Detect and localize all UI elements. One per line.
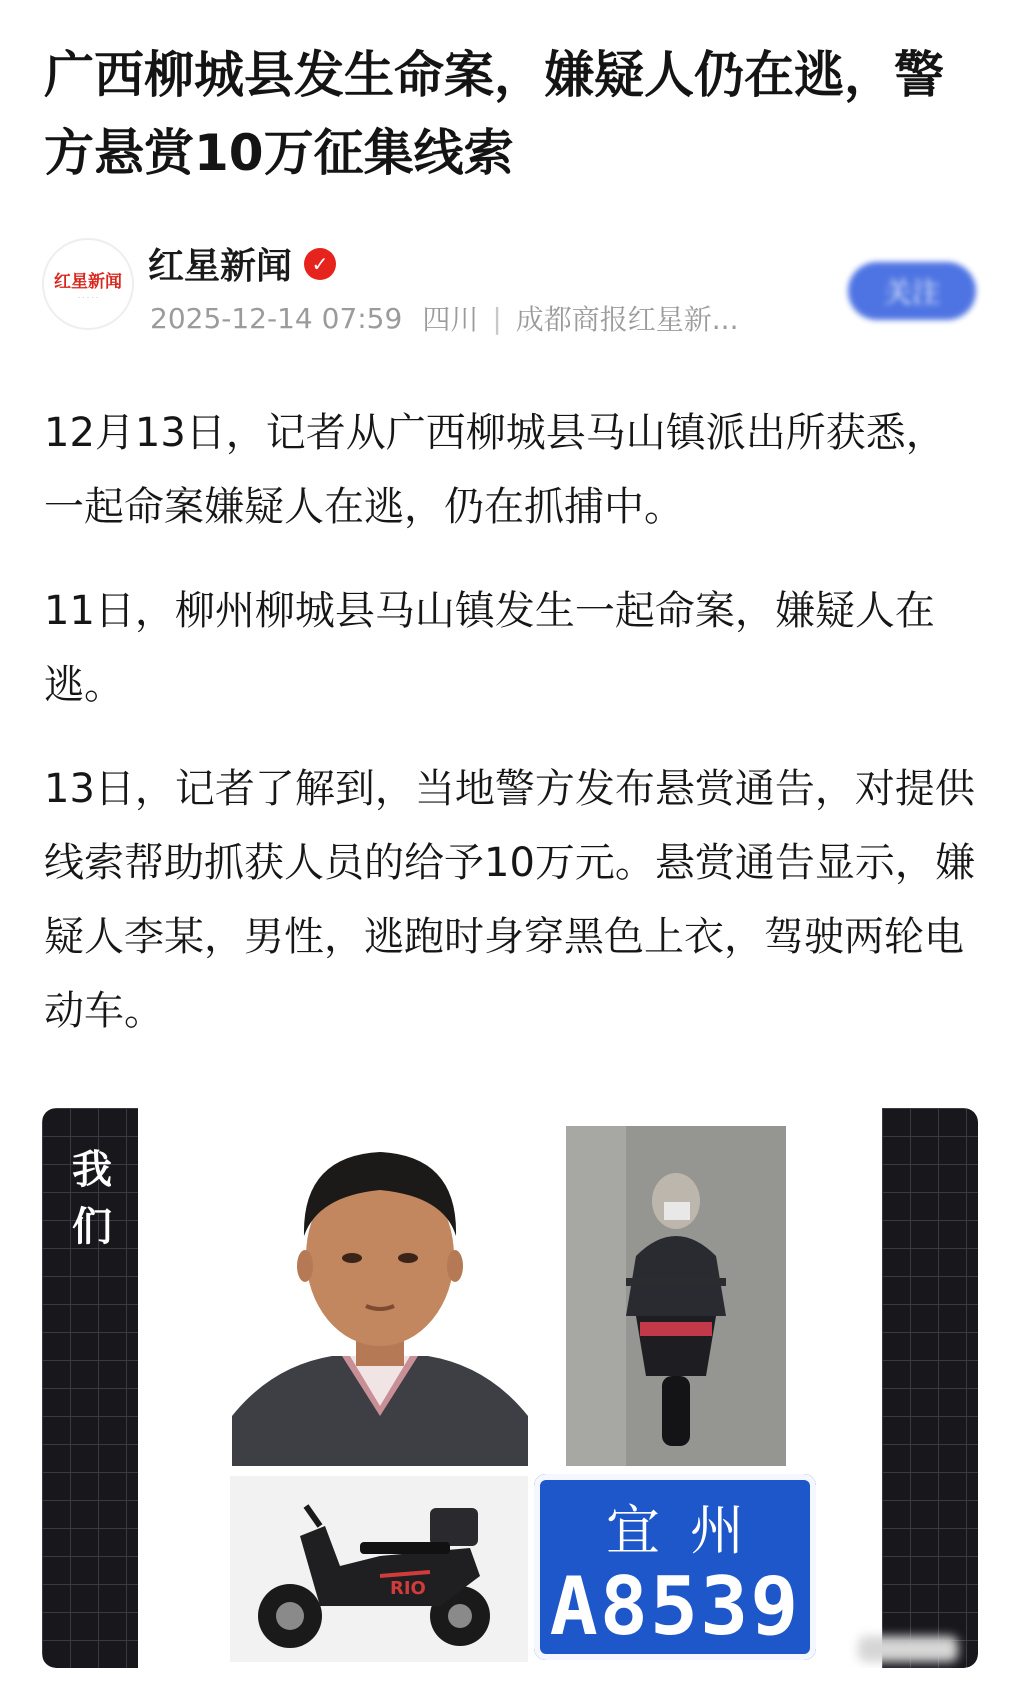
author-name[interactable]: 红星新闻 (148, 246, 293, 287)
plate-region: 宜州 (606, 1499, 774, 1562)
surveillance-photo (566, 1126, 786, 1466)
scooter-photo (230, 1476, 528, 1662)
publish-location: 四川 (422, 303, 479, 336)
verified-badge-icon: ✓ (304, 248, 336, 280)
article-body (44, 396, 984, 1078)
author-avatar[interactable] (42, 238, 134, 330)
logo-text: 红星新闻 (54, 271, 122, 292)
watermark-logo: 我们 (72, 1147, 110, 1250)
license-plate (534, 1474, 816, 1660)
svg-text:RIO: RIO (390, 1578, 426, 1599)
author-row[interactable] (148, 238, 336, 289)
plate-number: A8539 (549, 1560, 801, 1653)
logo-dots: · · · · · (77, 293, 99, 302)
paragraph-2: 11日，柳州柳城县马山镇发生一起命案，嫌疑人在逃。 (44, 588, 935, 708)
paragraph-1: 12月13日，记者从广西柳城县马山镇派出所获悉，一起命案嫌疑人在逃，仍在抓捕中。 (44, 410, 946, 530)
article-title: 广西柳城县发生命案，嫌疑人仍在逃，警方悬赏10万征集线索 (44, 46, 944, 182)
wanted-notice-image[interactable] (42, 1108, 978, 1668)
article-meta (150, 298, 738, 338)
meta-divider: | (492, 301, 502, 335)
publish-date: 2025-12-14 07:59 (150, 301, 403, 335)
blurred-watermark (858, 1636, 958, 1662)
paragraph-3: 13日，记者了解到，当地警方发布悬赏通告，对提供线索帮助抓获人员的给予10万元。悬赏通告显示，嫌疑人李某，男性，逃跑时身穿黑色上衣，驾驶两轮电动车。 (44, 766, 975, 1034)
follow-button[interactable]: 关注 (848, 262, 976, 320)
source-name: 成都商报红星新... (515, 303, 739, 336)
suspect-portrait (232, 1116, 528, 1466)
grid-panel-left (42, 1108, 138, 1668)
grid-panel-right (882, 1108, 978, 1668)
